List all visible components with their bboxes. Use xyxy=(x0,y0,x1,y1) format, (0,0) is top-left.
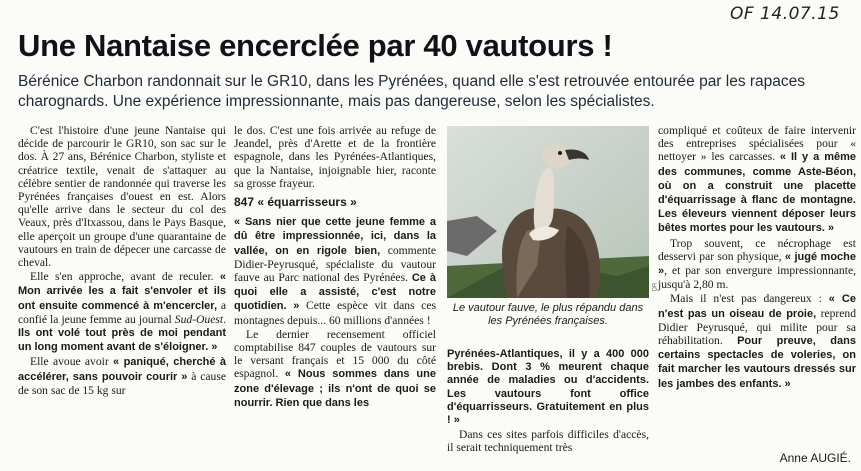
photo-caption: Le vautour fauve, le plus répandu dans les Pyrénées françaises. xyxy=(452,302,644,327)
quote: « paniqué, cherché à accélérer, sans pouvoir courir » xyxy=(18,356,226,383)
article-headline: Une Nantaise encerclée par 40 vautours ! xyxy=(18,28,613,63)
text: Trop souvent, ce nécrophage est desservi par son physique, xyxy=(658,236,856,263)
text: commente Didier-Peyrusqué, spécialiste du vautour fauve au Parc national des Pyrénées. xyxy=(234,243,436,285)
text: Le dernier recensement officiel comptabilise 847 couples de vautours sur le versant français et 15 000 du côté espagnol. xyxy=(234,327,436,381)
col3-paragraph-2: Dans ces sites parfois difficiles d'accès, il serait techniquement très xyxy=(447,428,649,455)
quote: « Sans nier que cette jeune femme a dû être impressionnée, ici, dans la vallée, on en rigole bien, xyxy=(234,216,436,257)
col2-paragraph-1: le dos. C'est une fois arrivée au refuge de Jeandel, près d'Arette et de la frontière espagnole, dans les Pyrénées-Atlantiques, que la Nantaise, injoignable hier, raconte sa grosse frayeur. xyxy=(234,124,436,190)
quote: « Il y a même des communes, comme Aste-Béon, où on a construit une placette d'équarrissage à flanc de montagne. Les éleveurs viennent déposer leurs bêtes mortes pour les vautours. » xyxy=(658,151,856,235)
quote: Pour preuve, dans certains spectacles de voleries, on fait marcher les vautours dressés sur les jambes des enfants. » xyxy=(658,335,856,390)
quote: « Ce n'est pas un oiseau de proie, xyxy=(658,293,856,320)
text: Mais il n'est pas dangereux : xyxy=(670,292,829,306)
col4-paragraph-2 xyxy=(658,237,856,292)
vulture-photo xyxy=(447,126,649,298)
text: Cette espèce vit dans ces montagnes depuis... 60 millions d'années ! xyxy=(234,299,436,327)
text: reprend Didier Peyrusqué, qui milite pour sa réhabilitation. xyxy=(658,306,856,348)
col2-paragraph-3 xyxy=(234,328,436,410)
col1-paragraph-3 xyxy=(18,355,226,397)
quote: Ce à quoi elle a assisté, c'est notre quotidien. » xyxy=(234,272,436,313)
article-subheading: 847 « équarrisseurs » xyxy=(234,195,357,210)
newspaper-name: Sud-Ouest xyxy=(174,312,224,326)
text: a confié la jeune femme au journal xyxy=(18,298,226,326)
text: , et par son envergure impressionnante, jusqu'à 2,80 m. xyxy=(658,264,856,292)
quote: « jugé moche » xyxy=(658,250,856,278)
col2-paragraph-2 xyxy=(234,215,436,327)
col4-paragraph-1 xyxy=(658,124,856,236)
photo-credit: DR xyxy=(652,282,659,292)
quote: « Nous sommes dans une zone d'élevage ; ils n'ont de quoi se nourrir. Rien que dans les xyxy=(234,368,436,409)
text: compliqué et coûteux de faire intervenir des entreprises spécialisées pour « nettoyer » les carcasses. xyxy=(658,124,856,164)
article-column-3 xyxy=(447,348,649,456)
author-signature: Anne AUGIÉ. xyxy=(779,451,851,465)
quote: Ils ont volé tout près de moi pendant un long moment avant de s'éloigner. » xyxy=(18,327,226,354)
handwritten-date-note: OF 14.07.15 xyxy=(730,4,840,24)
col4-paragraph-3 xyxy=(658,292,856,390)
article-column-4 xyxy=(658,124,856,392)
article-standfirst: Bérénice Charbon randonnait sur le GR10, dans les Pyrénées, quand elle s'est retrouvée entourée par les rapaces charognards. Une expérience impressionnante, mais pas dangereuse, selon les spécialistes. xyxy=(18,73,806,110)
col3-paragraph-1: Pyrénées-Atlantiques, il y a 400 000 brebis. Dont 3 % meurent chaque année de maladies ou d'accidents. Les vautours font office d'équarrisseurs. Gratuitement en plus ! » xyxy=(447,348,649,427)
vulture-illustration xyxy=(447,126,649,298)
text: Elle avoue avoir xyxy=(30,355,114,369)
col1-paragraph-1: C'est l'histoire d'une jeune Nantaise qui décide de parcourir le GR10, son sac sur le dos. À 27 ans, Bérénice Charbon, styliste et créatrice textile, venait de s'attaquer au célèbre sentier de randonnée qui traverse les Pyrénées françaises d'ouest en est. Alors qu'elle arrive dans le secteur du col des Veaux, près d'Itxassou, dans le Pays Basque, elle aperçoit un groupe d'une quarantaine de vautours en train de dépecer une carcasse de cheval. xyxy=(18,124,226,270)
text: à cause de son sac de 15 kg sur xyxy=(18,369,226,397)
quote: « Mon arrivée les a fait s'envoler et ils ont ensuite commencé à m'encercler, xyxy=(18,271,226,312)
text: Elle s'en approche, avant de reculer. xyxy=(30,270,220,284)
col1-paragraph-2 xyxy=(18,270,226,354)
text: . xyxy=(223,312,226,326)
article-column-2 xyxy=(234,124,436,411)
article-column-1 xyxy=(18,124,226,398)
